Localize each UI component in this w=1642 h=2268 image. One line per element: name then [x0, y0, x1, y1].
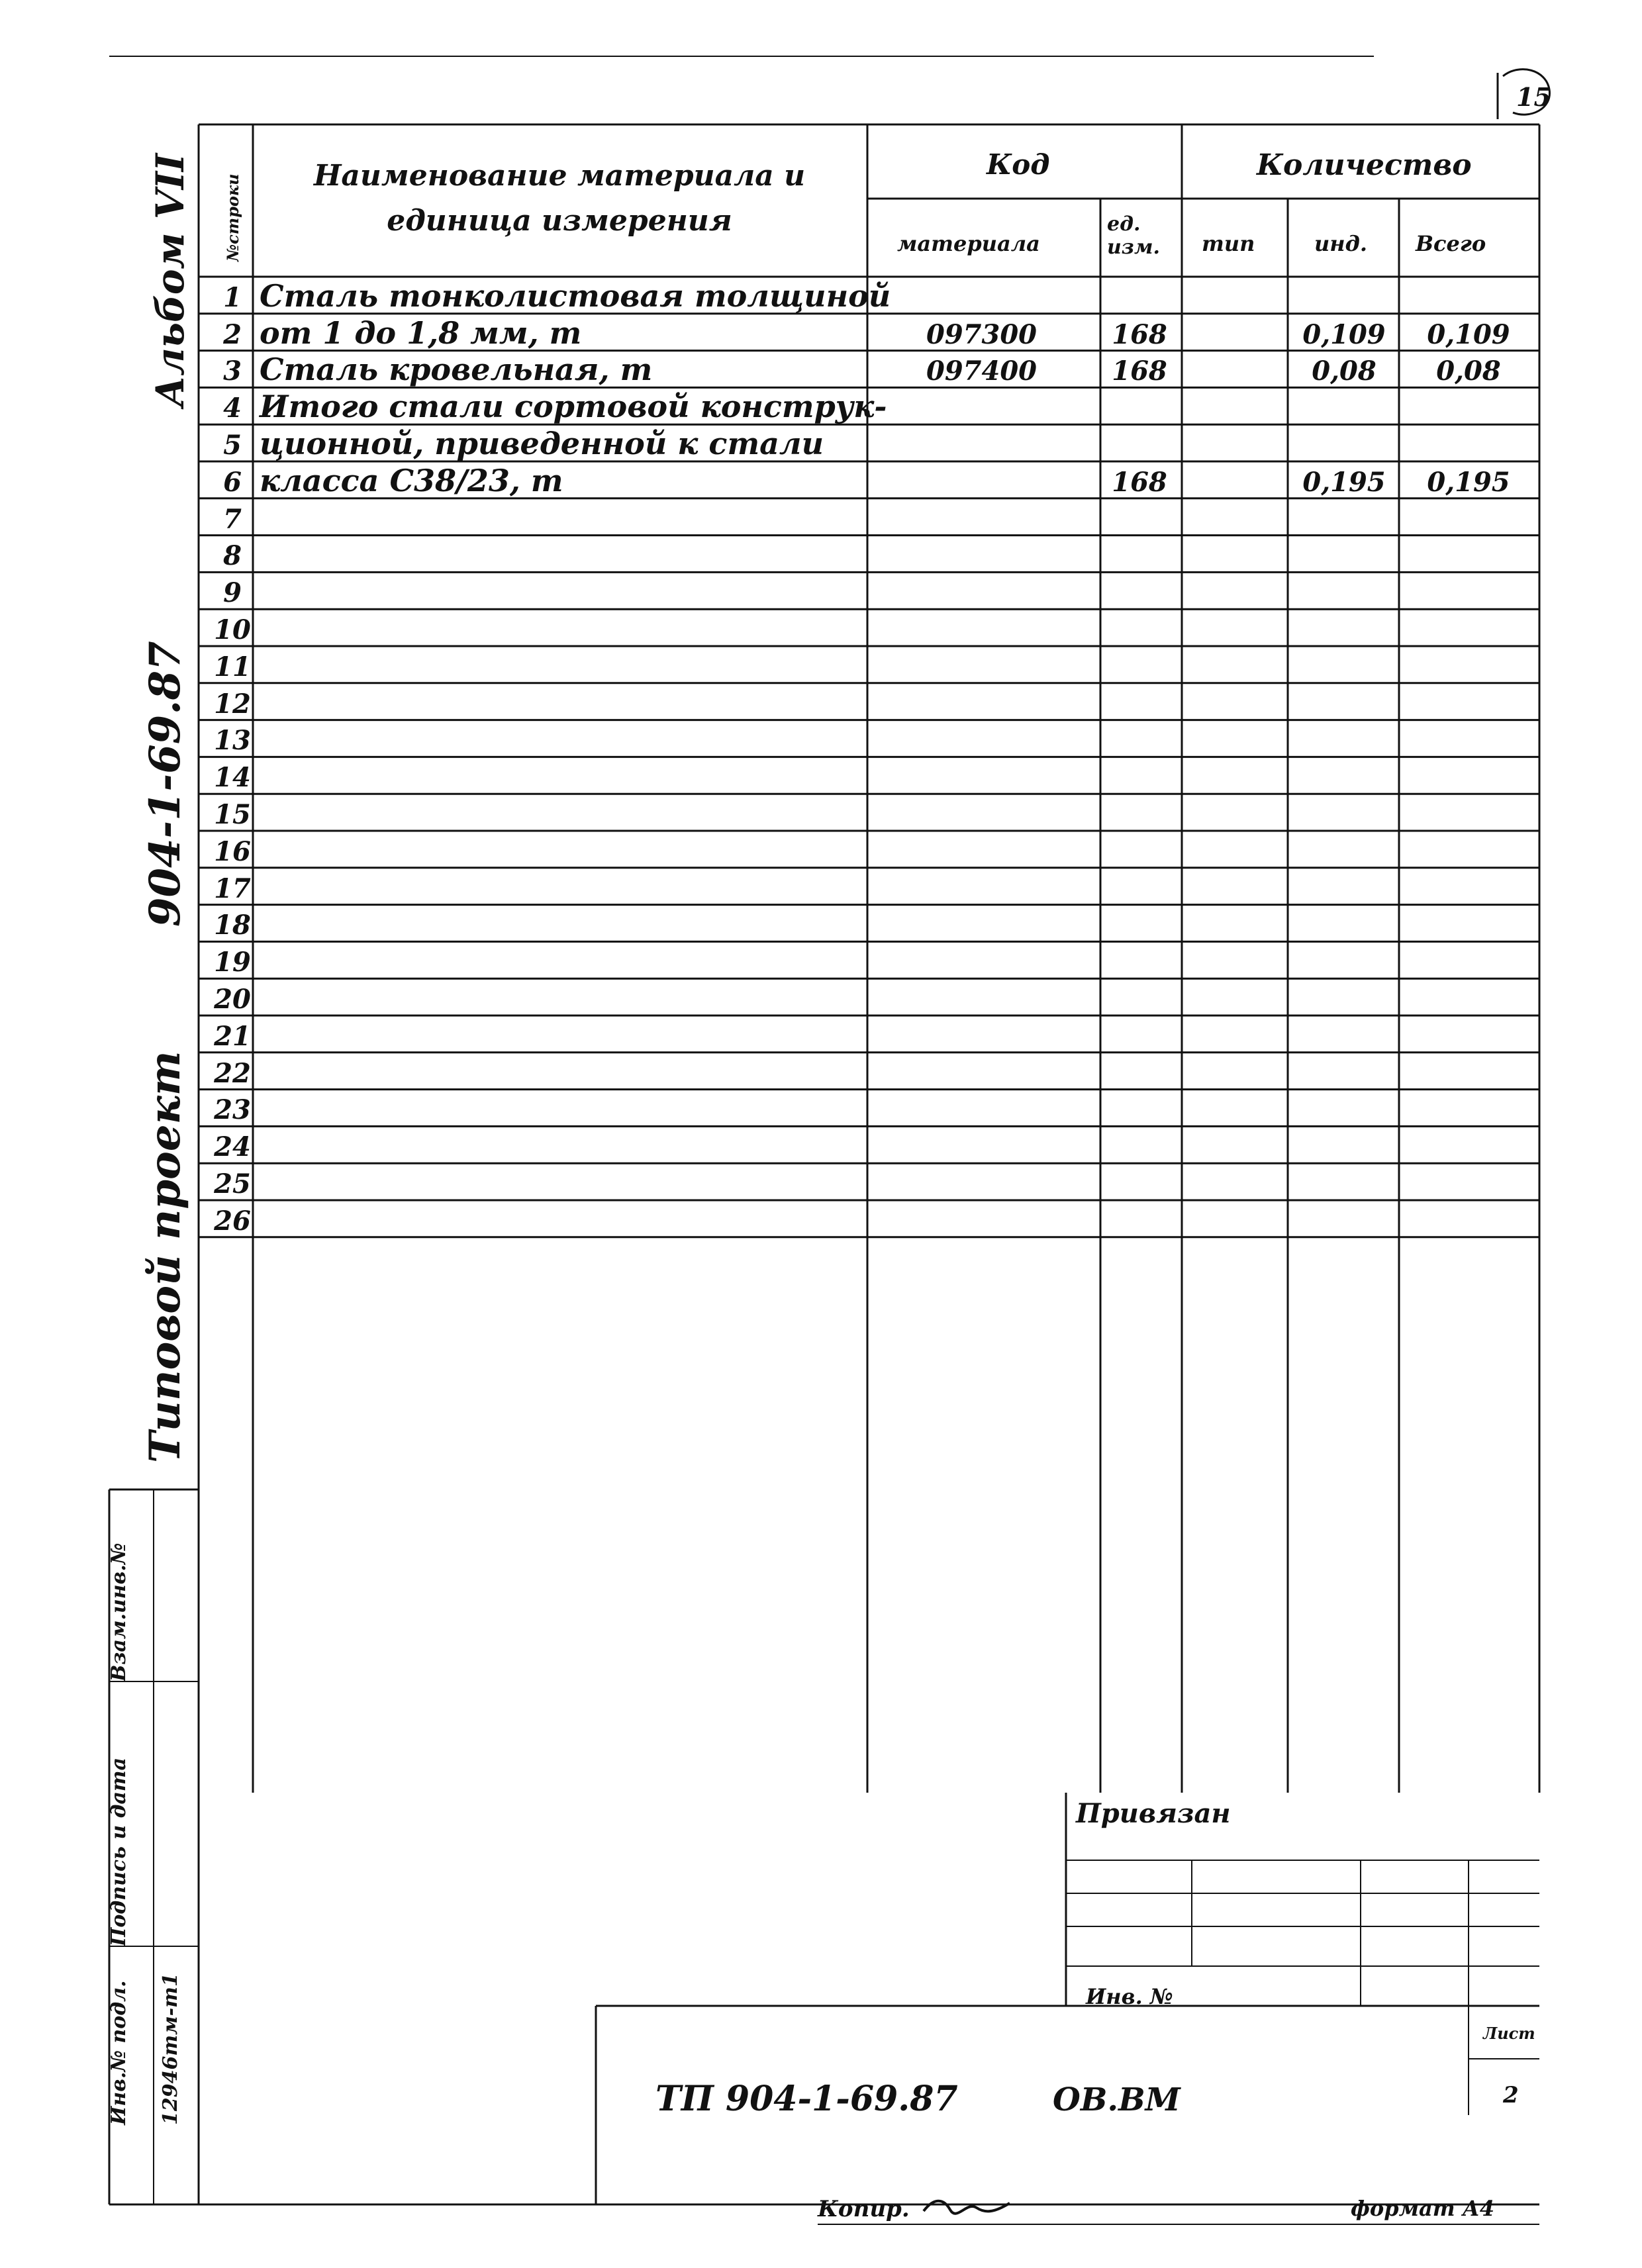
footer-copied: Копир. — [818, 2196, 910, 2222]
stamp-sheet-value: 2 — [1503, 2082, 1519, 2108]
album-label: Альбом VII — [148, 153, 193, 407]
table-row — [0, 572, 1642, 609]
cell-total: 0,195 — [1427, 466, 1510, 498]
cell-name: класса С38/23, т — [260, 462, 563, 498]
stamp-doc-suffix: ОВ.ВМ — [1053, 2081, 1181, 2118]
left-strip-signature-date: Подпись и дата — [107, 1757, 130, 1946]
header-qty-typ: тип — [1202, 231, 1255, 256]
table-row — [0, 536, 1642, 573]
cell-no: 19 — [214, 947, 251, 978]
cell-total: 0,08 — [1436, 355, 1501, 387]
table-row — [0, 1200, 1642, 1237]
footer-format: формат А4 — [1351, 2196, 1495, 2221]
table-row — [0, 1126, 1642, 1163]
table-row — [0, 1016, 1642, 1053]
cell-name: Итого стали сортовой конструк- — [260, 389, 887, 425]
cell-no: 5 — [223, 429, 242, 461]
cell-no: 26 — [214, 1205, 251, 1237]
header-row-no: №строки — [223, 173, 242, 261]
header-name-text: Наименование материала и единица измерения — [313, 159, 806, 238]
header-qty-total: Всего — [1416, 231, 1486, 256]
cell-no: 6 — [223, 466, 242, 498]
left-strip-inv-value: 12946тм-т1 — [159, 1973, 182, 2125]
stamp-attached-label: Привязан — [1076, 1798, 1231, 1829]
header-code-unit: ед. изм. — [1107, 213, 1160, 259]
table-row — [0, 757, 1642, 794]
left-strip-replace-inv: Взам.инв.№ — [107, 1542, 130, 1681]
table-row — [0, 646, 1642, 683]
cell-no: 3 — [223, 355, 242, 387]
cell-ind: 0,08 — [1312, 355, 1376, 387]
table-row — [0, 387, 1642, 424]
table-row — [0, 424, 1642, 461]
cell-ind: 0,195 — [1302, 466, 1386, 498]
stamp-sheet-label: Лист — [1483, 2024, 1535, 2043]
copier-signature-mark — [920, 2191, 1013, 2218]
sheet-number: 15 — [1516, 82, 1551, 112]
header-code-group: Код — [987, 148, 1050, 181]
left-strip-original-inv: Инв.№ подл. — [107, 1980, 130, 2125]
cell-no: 25 — [214, 1168, 251, 1200]
cell-material: 097300 — [926, 318, 1037, 350]
table-row — [0, 1053, 1642, 1090]
cell-no: 7 — [223, 503, 242, 535]
cell-name: Сталь кровельная, т — [260, 352, 653, 388]
table-row — [0, 314, 1642, 351]
table-row — [0, 720, 1642, 757]
cell-no: 17 — [214, 873, 251, 904]
cell-unit: 168 — [1112, 318, 1167, 350]
table-row — [0, 351, 1642, 388]
table-row — [0, 978, 1642, 1016]
table-row — [0, 461, 1642, 498]
cell-no: 9 — [223, 577, 242, 609]
cell-no: 16 — [214, 835, 251, 867]
cell-no: 15 — [214, 798, 251, 830]
header-qty-group: Количество — [1257, 148, 1472, 182]
stamp-doc-code: ТП 904-1-69.87 — [655, 2079, 958, 2119]
cell-no: 20 — [214, 983, 251, 1015]
table-row — [0, 941, 1642, 978]
table-row — [0, 794, 1642, 831]
cell-no: 18 — [214, 910, 251, 941]
cell-no: 14 — [214, 762, 251, 794]
cell-no: 8 — [223, 540, 242, 572]
table-row — [0, 498, 1642, 536]
cell-no: 21 — [214, 1020, 251, 1052]
cell-name: ционной, приведенной к стали — [260, 425, 824, 461]
table-row — [0, 609, 1642, 646]
cell-no: 4 — [223, 393, 242, 424]
cell-unit: 168 — [1112, 466, 1167, 498]
project-type-label: Типовой проект — [140, 1051, 190, 1463]
cell-no: 22 — [214, 1057, 251, 1089]
cell-no: 11 — [214, 651, 251, 683]
cell-no: 23 — [214, 1094, 251, 1126]
cell-ind: 0,109 — [1302, 318, 1386, 350]
table-row — [0, 683, 1642, 720]
header-qty-ind: инд. — [1314, 231, 1367, 256]
footer-signature — [920, 2191, 1013, 2218]
cell-unit: 168 — [1112, 355, 1167, 387]
cell-no: 2 — [223, 318, 242, 350]
header-code-material: материала — [897, 231, 1040, 256]
cell-total: 0,109 — [1427, 318, 1510, 350]
cell-no: 12 — [214, 688, 251, 720]
cell-no: 13 — [214, 725, 251, 757]
table-row — [0, 277, 1642, 314]
table-row — [0, 905, 1642, 942]
cell-name: от 1 до 1,8 мм, т — [260, 314, 582, 351]
stamp-inv-label: Инв. № — [1086, 1984, 1173, 2009]
table-row — [0, 1163, 1642, 1200]
table-row — [0, 831, 1642, 868]
designation-label: 904-1-69.87 — [140, 641, 190, 927]
table-row — [0, 1090, 1642, 1127]
cell-no: 10 — [214, 614, 251, 645]
cell-no: 1 — [223, 281, 242, 313]
header-name — [262, 154, 857, 244]
cell-no: 24 — [214, 1131, 251, 1163]
cell-name: Сталь тонколистовая толщиной — [260, 277, 891, 314]
cell-material: 097400 — [926, 355, 1037, 387]
table-row — [0, 868, 1642, 905]
